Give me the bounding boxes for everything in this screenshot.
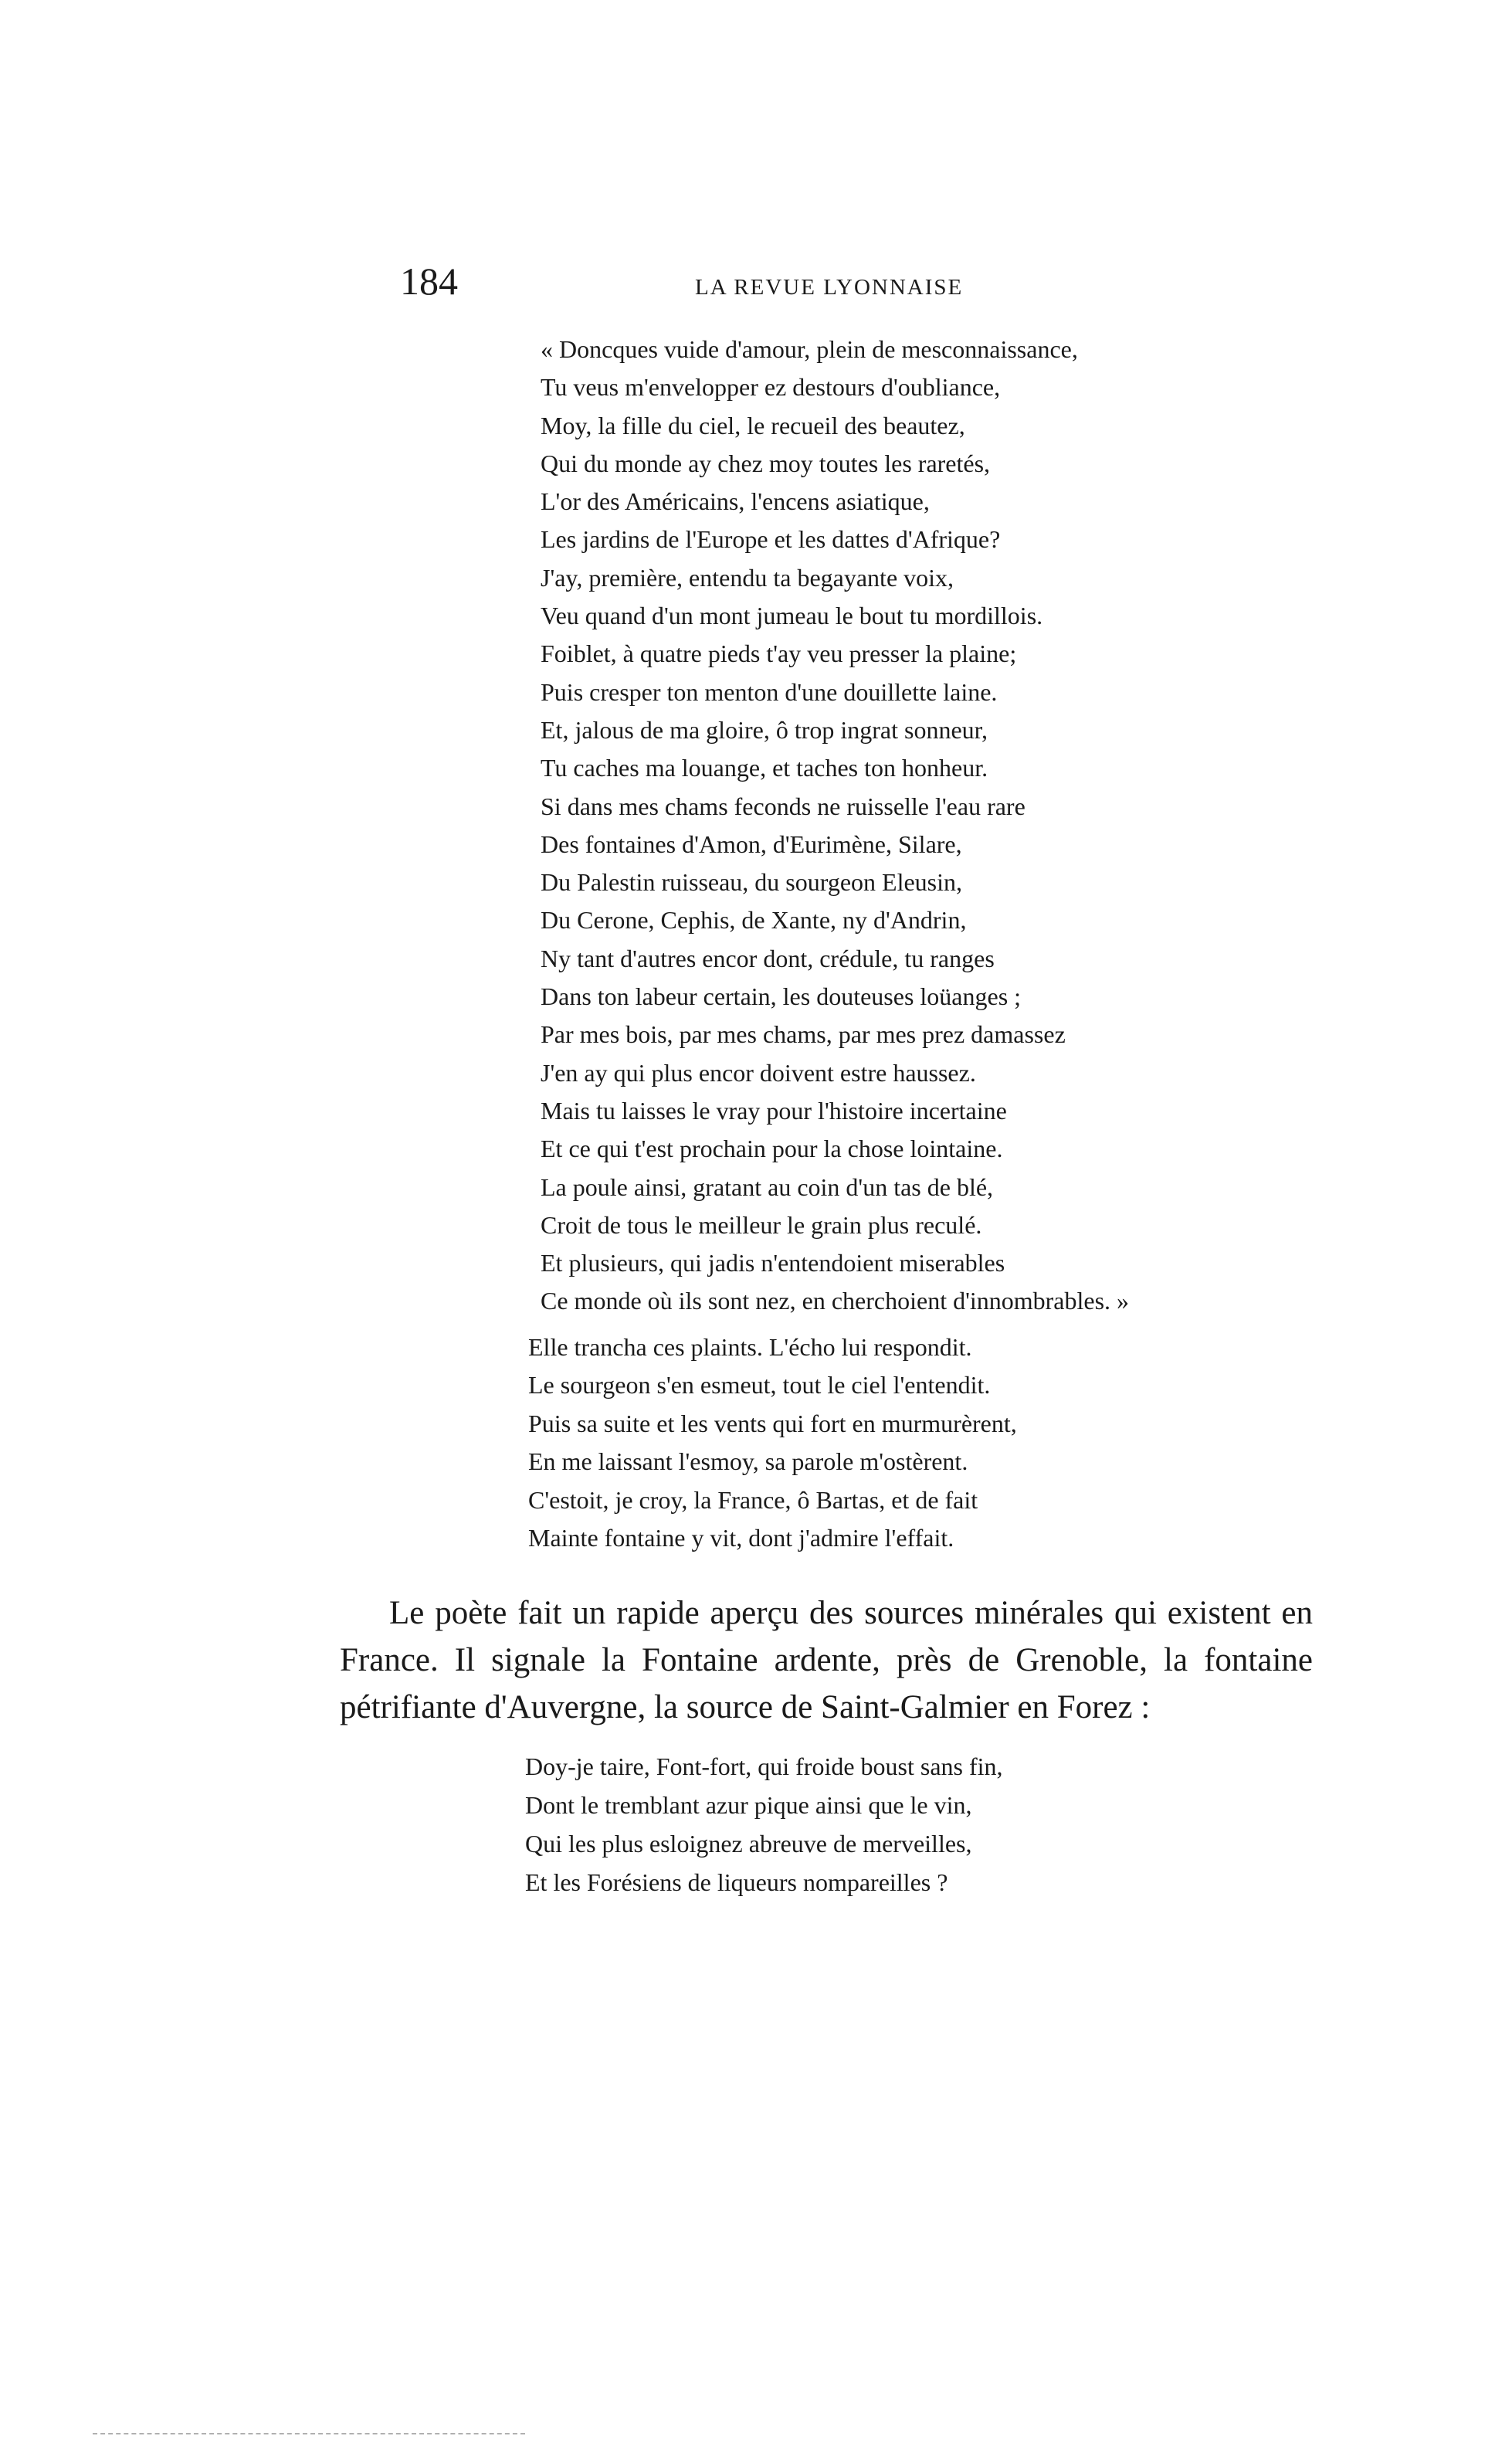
verse-line: Veu quand d'un mont jumeau le bout tu mordillois. bbox=[541, 602, 1043, 630]
verse-line: Si dans mes chams feconds ne ruisselle l'eau rare bbox=[541, 792, 1026, 820]
verse-line: Mais tu laisses le vray pour l'histoire incertaine bbox=[541, 1096, 1007, 1125]
verse-line: Des fontaines d'Amon, d'Eurimène, Silare, bbox=[541, 830, 962, 858]
verse-line: Moy, la fille du ciel, le recueil des beautez, bbox=[541, 411, 965, 439]
poem-stanza-3 bbox=[525, 1747, 1003, 1902]
verse-line: Puis cresper ton menton d'une douillette laine. bbox=[541, 677, 998, 706]
verse-line: Les jardins de l'Europe et les dattes d'Afrique? bbox=[541, 525, 1001, 554]
verse-line: Le sourgeon s'en esmeut, tout le ciel l'entendit. bbox=[528, 1371, 991, 1400]
verse-line: Du Cerone, Cephis, de Xante, ny d'Andrin, bbox=[541, 906, 967, 935]
body-paragraph: Le poète fait un rapide aperçu des sources minérales qui existent en France. Il signale la Fontaine ardente, près de Grenoble, la fontaine pétrifiante d'Auvergne, la source de Saint-Galmier en Forez : bbox=[340, 1595, 1313, 1725]
bottom-scan-rule bbox=[93, 2433, 525, 2434]
verse-line: Du Palestin ruisseau, du sourgeon Eleusin, bbox=[541, 868, 963, 897]
verse-line: Dont le tremblant azur pique ainsi que le vin, bbox=[525, 1791, 972, 1819]
verse-line: Qui du monde ay chez moy toutes les raretés, bbox=[541, 449, 991, 477]
verse-line: Qui les plus esloignez abreuve de merveilles, bbox=[525, 1830, 972, 1858]
verse-line: Elle trancha ces plaints. L'écho lui respondit. bbox=[528, 1333, 972, 1361]
running-title: LA REVUE LYONNAISE bbox=[695, 275, 964, 300]
verse-line: J'en ay qui plus encor doivent estre haussez. bbox=[541, 1058, 976, 1087]
verse-line: « Doncques vuide d'amour, plein de mesconnaissance, bbox=[541, 335, 1078, 363]
verse-line: Ce monde où ils sont nez, en cherchoient d'innombrables. » bbox=[541, 1287, 1130, 1315]
verse-line: Et plusieurs, qui jadis n'entendoient miserables bbox=[541, 1249, 1005, 1277]
verse-line: Mainte fontaine y vit, dont j'admire l'effait. bbox=[528, 1524, 954, 1552]
verse-line: Dans ton labeur certain, les douteuses loüanges ; bbox=[541, 982, 1022, 1011]
poem-stanza-2 bbox=[528, 1328, 1017, 1557]
verse-line: C'estoit, je croy, la France, ô Bartas, et de fait bbox=[528, 1485, 978, 1514]
verse-line: Et ce qui t'est prochain pour la chose lointaine. bbox=[541, 1135, 1003, 1163]
verse-line: Doy-je taire, Font-fort, qui froide boust sans fin, bbox=[525, 1752, 1003, 1780]
page-number: 184 bbox=[400, 260, 458, 303]
verse-line: Tu veus m'envelopper ez destours d'oubliance, bbox=[541, 373, 1001, 402]
verse-line: Foiblet, à quatre pieds t'ay veu presser la plaine; bbox=[541, 640, 1017, 668]
verse-line: Tu caches ma louange, et taches ton honheur. bbox=[541, 754, 988, 782]
verse-line: Ny tant d'autres encor dont, crédule, tu ranges bbox=[541, 944, 995, 972]
verse-line: En me laissant l'esmoy, sa parole m'ostèrent. bbox=[528, 1447, 968, 1476]
poem-stanza-1 bbox=[541, 331, 1129, 1321]
verse-line: J'ay, première, entendu ta begayante voix, bbox=[541, 563, 954, 592]
verse-line: L'or des Américains, l'encens asiatique, bbox=[541, 487, 930, 516]
verse-line: La poule ainsi, gratant au coin d'un tas de blé, bbox=[541, 1172, 994, 1201]
verse-line: Et les Forésiens de liqueurs nompareilles ? bbox=[525, 1868, 948, 1896]
verse-line: Et, jalous de ma gloire, ô trop ingrat sonneur, bbox=[541, 715, 988, 744]
verse-line: Croit de tous le meilleur le grain plus reculé. bbox=[541, 1210, 982, 1239]
verse-line: Puis sa suite et les vents qui fort en murmurèrent, bbox=[528, 1409, 1017, 1437]
verse-line: Par mes bois, par mes chams, par mes prez damassez bbox=[541, 1020, 1066, 1049]
